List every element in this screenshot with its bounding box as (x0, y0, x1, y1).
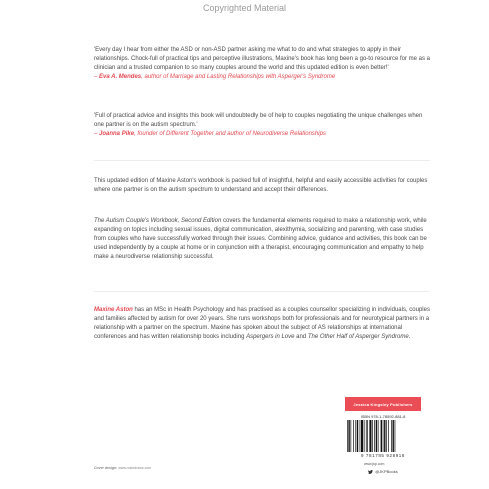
quote-1-text: 'Every day I hear from either the ASD or non-ASD partner asking me what to do and what strategies to apply in their relationships. Chock-full of practical tips and perceptive illustrations, Maxine's book has long been a go-to resource for me as a clinician and a trusted companion to so many couples around the world and this updated edition is even better!' (94, 47, 430, 71)
barcode-digits: 9 781785 928918 (360, 453, 406, 458)
isbn-number: ISBN 978-1-78592-881-8 (360, 414, 406, 419)
barcode-block (345, 414, 421, 458)
quote-2-text: 'Full of practical advice and insights this book will undoubtedly be of help to couples negotiating the unique challenges when one partner is on the autism spectrum.' (94, 113, 423, 128)
description-paragraph-2-text (94, 217, 430, 262)
quote-2-dash: – (94, 131, 100, 137)
barcode-bar (388, 420, 389, 452)
twitter-handle: @JKPBooks (375, 469, 398, 474)
barcode-bar (364, 420, 365, 452)
bio-book-2: The Other Half of Asperger Syndrome (307, 334, 409, 340)
barcode-bar (381, 420, 382, 452)
author-bio (94, 306, 430, 342)
quote-1-credential: , author of Marriage and Lasting Relationships with Asperger's Syndrome (141, 74, 336, 80)
quote-1-dash: – (94, 74, 100, 80)
publisher-logo: Jessica Kingsley Publishers (345, 397, 421, 411)
bio-book-1: Aspergers in Love (246, 334, 295, 340)
twitter-handle-row (345, 469, 421, 474)
quote-2-credential: , founder of Different Together and author of Neurodiverse Relationships (134, 131, 326, 137)
barcode-icon (345, 420, 421, 452)
twitter-bird-icon (368, 470, 373, 474)
author-name: Maxine Aston (94, 307, 133, 313)
barcode-bar (347, 420, 348, 452)
barcode-bar (357, 420, 358, 452)
bio-text-part-2: and (294, 334, 308, 340)
barcode-bar (395, 420, 396, 452)
quote-2-attribution (94, 130, 430, 139)
barcode-bar (384, 420, 385, 452)
quote-1-author: Eva A. Mendes (99, 74, 142, 80)
barcode-bar (378, 420, 379, 452)
description-paragraph-1-text: This updated edition of Maxine Aston's workbook is packed full of insightful, helpful and easily accessible activities for couples where one partner is on the autism spectrum to understand and accept their differences. (94, 178, 428, 193)
bio-text-end: . (408, 334, 411, 340)
divider-bottom (94, 291, 430, 292)
barcode-bar (348, 420, 349, 452)
barcode-bar (360, 420, 361, 452)
barcode-bar (366, 420, 367, 452)
endorsement-quote-1 (94, 46, 430, 82)
barcode-bar (369, 420, 371, 452)
endorsement-quote-2 (94, 112, 430, 139)
quote-2-author: Joanna Pike (99, 131, 135, 137)
publisher-website: www.jkp.com (364, 462, 385, 466)
description-paragraph-2-rest: covers the fundamental elements required to make a relationship work, while expanding on topics including sexual issues, digital communication, alexithymia, socializing and parenting, with case studies from couples who have successfully worked through their issues. Combining advice, guidance and activities, this book can be used independently by a couple at home or in conjunction with a therapist, encouraging communication and empathy to help make a neurodiverse relationship successful. (94, 218, 427, 260)
barcode-bar (386, 420, 387, 452)
barcode-bar (374, 420, 375, 452)
author-bio-text (94, 306, 430, 342)
bio-text-part-1: has an MSc in Health Psychology and has practised as a couples counsellor specializing in individuals, couples and families affected by autism for over 20 years. She runs workshops both for professionals and for neurotypical partners in a relationship with a partner on the spectrum. Maxine has spoken about the subject of AS relationships at international conferences and has written relationship books including (94, 307, 430, 340)
barcode-bar (393, 420, 394, 452)
barcode-bar (355, 420, 356, 452)
cover-design-label: Cover design: (94, 466, 119, 470)
barcode-bar (376, 420, 377, 452)
barcode-bar (391, 420, 392, 452)
barcode-bar (361, 420, 363, 452)
barcode-bar (372, 420, 373, 452)
copyright-header: Copyrighted Material (202, 3, 287, 13)
quote-1-attribution (94, 73, 430, 82)
cover-design-credit (94, 466, 151, 470)
book-title: The Autism Couple's Workbook, Second Edition (94, 218, 222, 224)
barcode-bar (383, 420, 384, 452)
barcode-bar (353, 420, 354, 452)
barcode-bar (367, 420, 368, 452)
cover-design-url: www.rosiedraws.com (118, 466, 152, 470)
divider-top (94, 160, 430, 161)
description-paragraph-1 (94, 177, 430, 195)
barcode-bar (351, 420, 352, 452)
description-paragraph-2 (94, 217, 430, 262)
